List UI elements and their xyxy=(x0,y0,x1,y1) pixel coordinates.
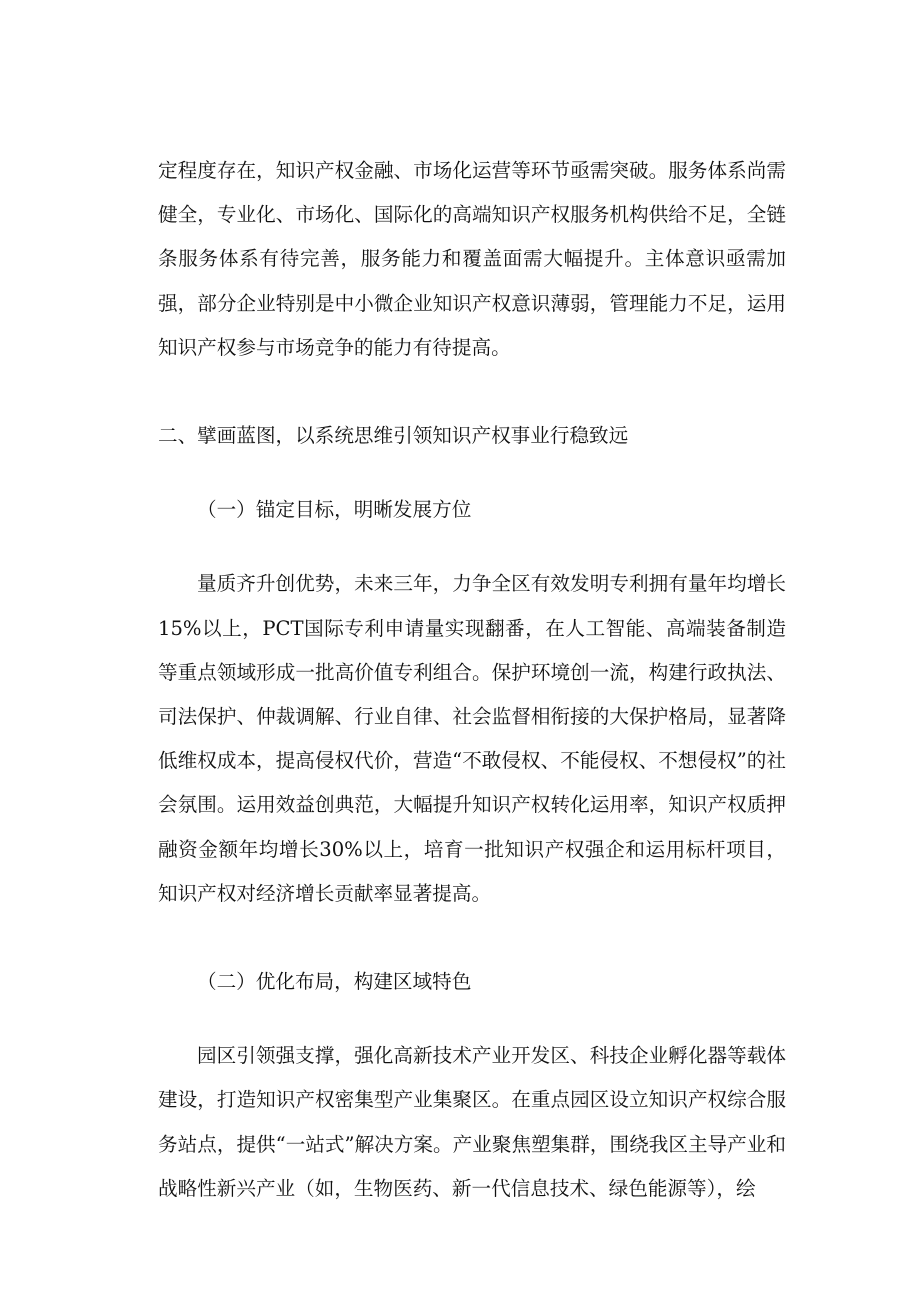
section-heading: 二、擘画蓝图，以系统思维引领知识产权事业行稳致远 xyxy=(158,424,629,448)
paragraph-goals: 量质齐升创优势，未来三年，力争全区有效发明专利拥有量年均增长15%以上，PCT国际专利申请量实现翻番，在人工智能、高端装备制造等重点领域形成一批高价值专利组合。保护环境创一流，构建行政执法、司法保护、仲裁调解、行业自律、社会监督相衔接的大保护格局，显著降低维权成本，提高侵权代价，营造“不敢侵权、不能侵权、不想侵权”的社会氛围。运用效益创典范，大幅提升知识产权转化运用率，知识产权质押融资金额年均增长30%以上，培育一批知识产权强企和运用标杆项目，知识产权对经济增长贡献率显著提高。 xyxy=(158,572,786,905)
paragraph-layout: 园区引领强支撑，强化高新技术产业开发区、科技企业孵化器等载体建设，打造知识产权密集型产业集聚区。在重点园区设立知识产权综合服务站点，提供“一站式”解决方案。产业聚焦塑集群，围绕我区主导产业和战略性新兴产业（如，生物医药、新一代信息技术、绿色能源等），绘 xyxy=(158,1044,786,1200)
paragraph-continued: 定程度存在，知识产权金融、市场化运营等环节亟需突破。服务体系尚需健全，专业化、市场化、国际化的高端知识产权服务机构供给不足，全链条服务体系有待完善，服务能力和覆盖面需大幅提升。主体意识亟需加强，部分企业特别是中小微企业知识产权意识薄弱，管理能力不足，运用知识产权参与市场竞争的能力有待提高。 xyxy=(158,159,786,359)
subheading-layout: （二）优化布局，构建区域特色 xyxy=(197,970,472,994)
subheading-goals: （一）锚定目标，明晰发展方位 xyxy=(197,498,472,522)
document-body xyxy=(158,149,786,1211)
